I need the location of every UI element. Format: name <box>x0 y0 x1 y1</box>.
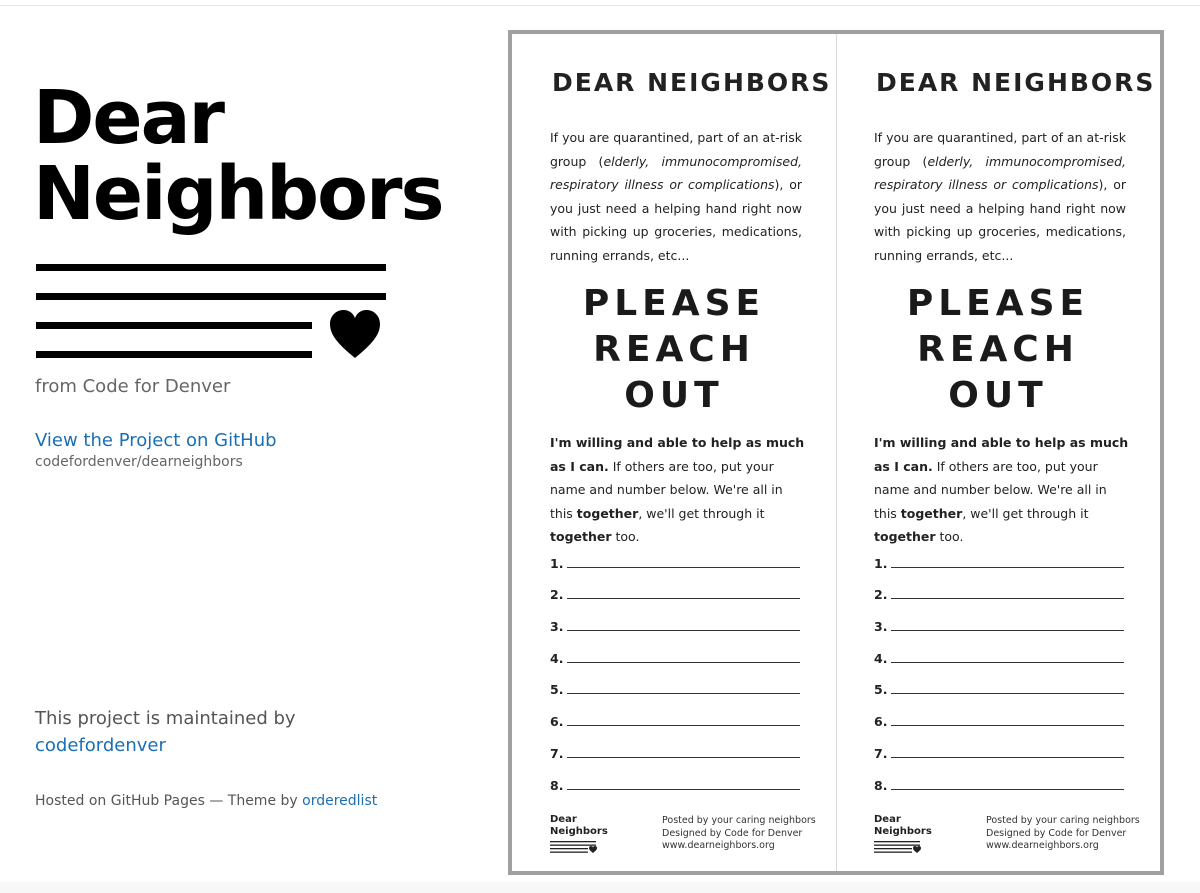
signup-line: 8. <box>550 761 800 793</box>
flyer-heading: DEAR NEIGHBORS <box>876 68 1156 97</box>
logo-stripe <box>36 264 386 271</box>
signup-line: 3. <box>550 602 800 634</box>
mini-logo-bars-icon <box>874 840 922 854</box>
bottom-band <box>0 882 1200 893</box>
flyer-preview-image <box>508 30 1164 875</box>
flyer-mini-logo: Dear Neighbors <box>550 814 608 837</box>
signup-line: 1. <box>874 539 1124 571</box>
signup-line: 1. <box>550 539 800 571</box>
github-repo-name: codefordenver/dearneighbors <box>35 454 243 470</box>
theme-author-link[interactable]: orderedlist <box>302 793 378 809</box>
flyer-call-to-action: PLEASE REACH OUT <box>582 283 766 416</box>
logo-stripe <box>36 351 312 358</box>
github-project-link[interactable]: View the Project on GitHub <box>35 430 277 451</box>
flyer-heading: DEAR NEIGHBORS <box>552 68 832 97</box>
flyer-panel-right <box>836 34 1160 871</box>
maintainer-link[interactable]: codefordenver <box>35 735 166 756</box>
logo-line-2: Neighbors <box>33 151 443 237</box>
signup-line: 3. <box>874 602 1124 634</box>
mini-logo-bars-icon <box>550 840 598 854</box>
flyer-footer: Posted by your caring neighbors Designed by Code for Denver www.dearneighbors.org <box>662 815 816 851</box>
signup-lines <box>550 539 800 793</box>
signup-line: 2. <box>874 571 1124 603</box>
signup-line: 4. <box>874 634 1124 666</box>
flyer-body-text: I'm willing and able to help as much as I can. If others are too, put your name and number below. We're all in this together, we'll get through it together too. <box>874 435 1129 544</box>
maintained-by-text: This project is maintained by <box>35 708 296 729</box>
logo-stripe <box>36 322 312 329</box>
signup-line: 4. <box>550 634 800 666</box>
signup-line: 5. <box>874 666 1124 698</box>
heart-icon <box>328 306 382 362</box>
signup-line: 7. <box>874 729 1124 761</box>
hosted-text: Hosted on GitHub Pages — Theme by <box>35 793 298 809</box>
site-logo-title <box>33 75 443 237</box>
logo-stripe <box>36 293 386 300</box>
flyer-footer: Posted by your caring neighbors Designed by Code for Denver www.dearneighbors.org <box>986 815 1140 851</box>
signup-lines <box>874 539 1124 793</box>
flyer-body-text: I'm willing and able to help as much as I can. If others are too, put your name and number below. We're all in this together, we'll get through it together too. <box>550 435 805 544</box>
top-border <box>0 0 1200 6</box>
signup-line: 5. <box>550 666 800 698</box>
flyer-intro: If you are quarantined, part of an at-risk group (elderly, immunocompromised, respiratory illness or complications), or you just need a helping hand right now with picking up groceries, medications, running errands, etc... <box>550 130 802 263</box>
flyer-mini-logo: Dear Neighbors <box>874 814 932 837</box>
site-subtitle: from Code for Denver <box>35 376 231 397</box>
signup-line: 8. <box>874 761 1124 793</box>
signup-line: 6. <box>550 697 800 729</box>
flyer-intro: If you are quarantined, part of an at-risk group (elderly, immunocompromised, respiratory illness or complications), or you just need a helping hand right now with picking up groceries, medications, running errands, etc... <box>874 130 1126 263</box>
hosted-by-footer <box>35 793 377 809</box>
signup-line: 2. <box>550 571 800 603</box>
flyer-panel-left <box>512 34 836 871</box>
flyer-call-to-action: PLEASE REACH OUT <box>906 283 1090 416</box>
signup-line: 7. <box>550 729 800 761</box>
signup-line: 6. <box>874 697 1124 729</box>
logo-line-1: Dear <box>33 75 224 161</box>
